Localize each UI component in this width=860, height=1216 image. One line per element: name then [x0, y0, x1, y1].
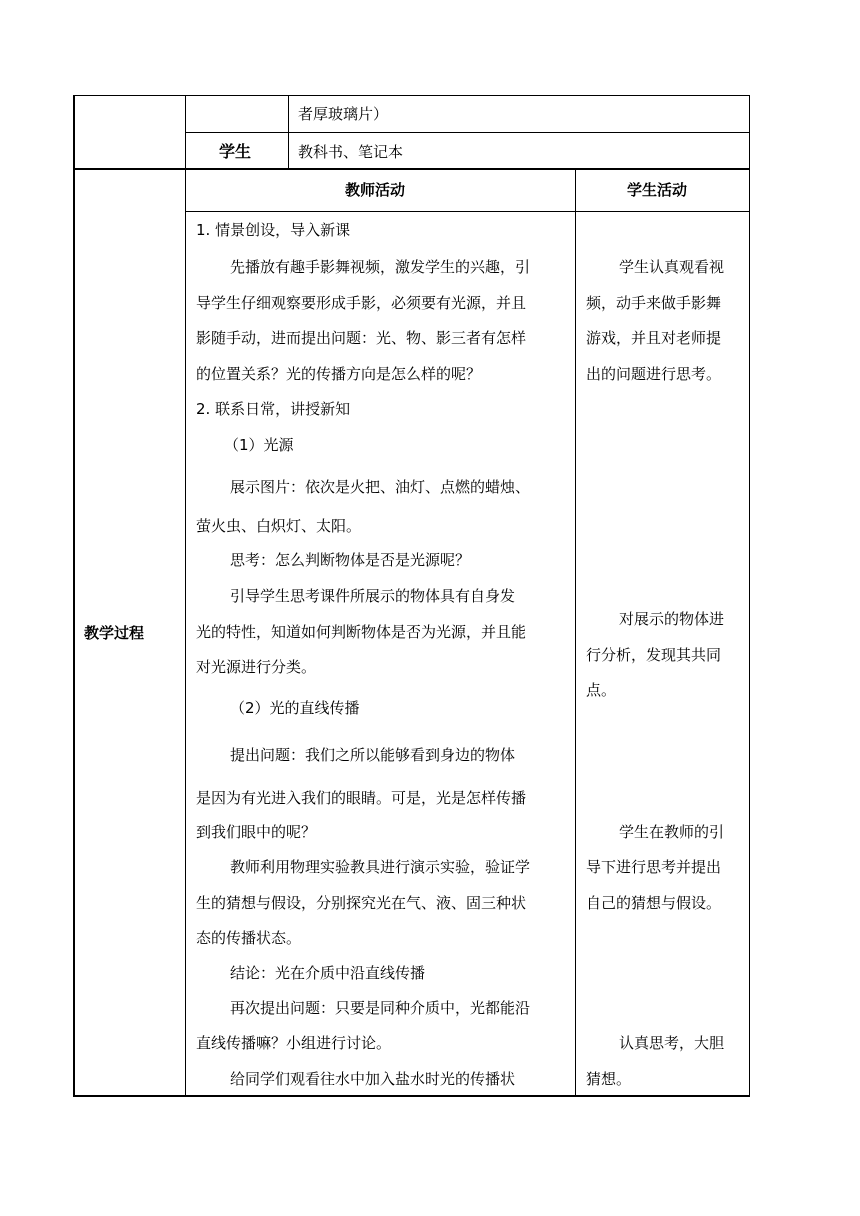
- teacher-line: 是因为有光进入我们的眼睛。可是，光是怎样传播: [196, 789, 527, 807]
- teacher-line: 教师利用物理实验教具进行演示实验，验证学: [230, 858, 531, 876]
- student-line: 行分析，发现其共同: [586, 646, 722, 664]
- rule: [186, 211, 750, 212]
- rule: [73, 168, 750, 170]
- materials-tail-text: 者厚玻璃片）: [298, 105, 389, 123]
- teacher-line: 光的特性，知道如何判断物体是否为光源，并且能: [196, 623, 527, 641]
- teacher-line: 先播放有趣手影舞视频，激发学生的兴趣，引: [230, 258, 531, 276]
- teacher-line: 生的猜想与假设，分别探究光在气、液、固三种状: [196, 894, 527, 912]
- student-label: 学生: [219, 142, 252, 161]
- rule: [575, 169, 576, 1097]
- teacher-line: 引导学生思考课件所展示的物体具有自身发: [230, 587, 516, 605]
- rule: [73, 1095, 750, 1097]
- student-line: 对展示的物体进: [619, 610, 725, 628]
- student-line: 自己的猜想与假设。: [586, 894, 722, 912]
- teacher-line: 萤火虫、白炽灯、太阳。: [196, 517, 362, 535]
- student-line: 学生在教师的引: [619, 823, 725, 841]
- teacher-line: 展示图片：依次是火把、油灯、点燃的蜡烛、: [230, 478, 531, 496]
- teacher-line: 到我们眼中的呢？: [196, 823, 317, 841]
- rule: [73, 95, 750, 96]
- section-label: 教学过程: [84, 624, 145, 642]
- student-line: 认真思考，大胆: [619, 1034, 725, 1052]
- teacher-line: 1. 情景创设，导入新课: [196, 221, 351, 239]
- teacher-line: （2）光的直线传播: [230, 699, 360, 717]
- student-activity-header: 学生活动: [627, 181, 688, 199]
- student-line: 学生认真观看视: [619, 258, 725, 276]
- teacher-line: （1）光源: [224, 436, 294, 454]
- student-materials-text: 教科书、笔记本: [298, 143, 404, 161]
- student-line: 频，动手来做手影舞: [586, 294, 722, 312]
- teacher-line: 对光源进行分类。: [196, 658, 317, 676]
- student-line: 点。: [586, 681, 617, 699]
- teacher-line: 结论：光在介质中沿直线传播: [230, 964, 426, 982]
- student-line: 游戏，并且对老师提: [586, 329, 722, 347]
- rule: [186, 132, 750, 133]
- teacher-line: 再次提出问题：只要是同种介质中，光都能沿: [230, 999, 531, 1017]
- teacher-line: 影随手动，进而提出问题：光、物、影三者有怎样: [196, 329, 527, 347]
- teacher-line: 给同学们观看往水中加入盐水时光的传播状: [230, 1070, 516, 1088]
- teacher-activity-header: 教师活动: [345, 181, 406, 199]
- teacher-line: 思考：怎么判断物体是否是光源呢？: [230, 551, 471, 569]
- teacher-line: 导学生仔细观察要形成手影，必须要有光源，并且: [196, 294, 527, 312]
- teacher-line: 态的传播状态。: [196, 929, 302, 947]
- teacher-line: 2. 联系日常，讲授新知: [196, 400, 351, 418]
- rule: [288, 95, 289, 169]
- student-line: 出的问题进行思考。: [586, 365, 722, 383]
- student-line: 导下进行思考并提出: [586, 858, 722, 876]
- teacher-line: 提出问题：我们之所以能够看到身边的物体: [230, 746, 516, 764]
- student-line: 猜想。: [586, 1070, 632, 1088]
- teacher-line: 的位置关系？光的传播方向是怎么样的呢？: [196, 365, 482, 383]
- rule: [749, 95, 750, 1097]
- rule: [185, 95, 186, 1097]
- teacher-line: 直线传播嘛？小组进行讨论。: [196, 1034, 392, 1052]
- rule: [73, 95, 75, 1097]
